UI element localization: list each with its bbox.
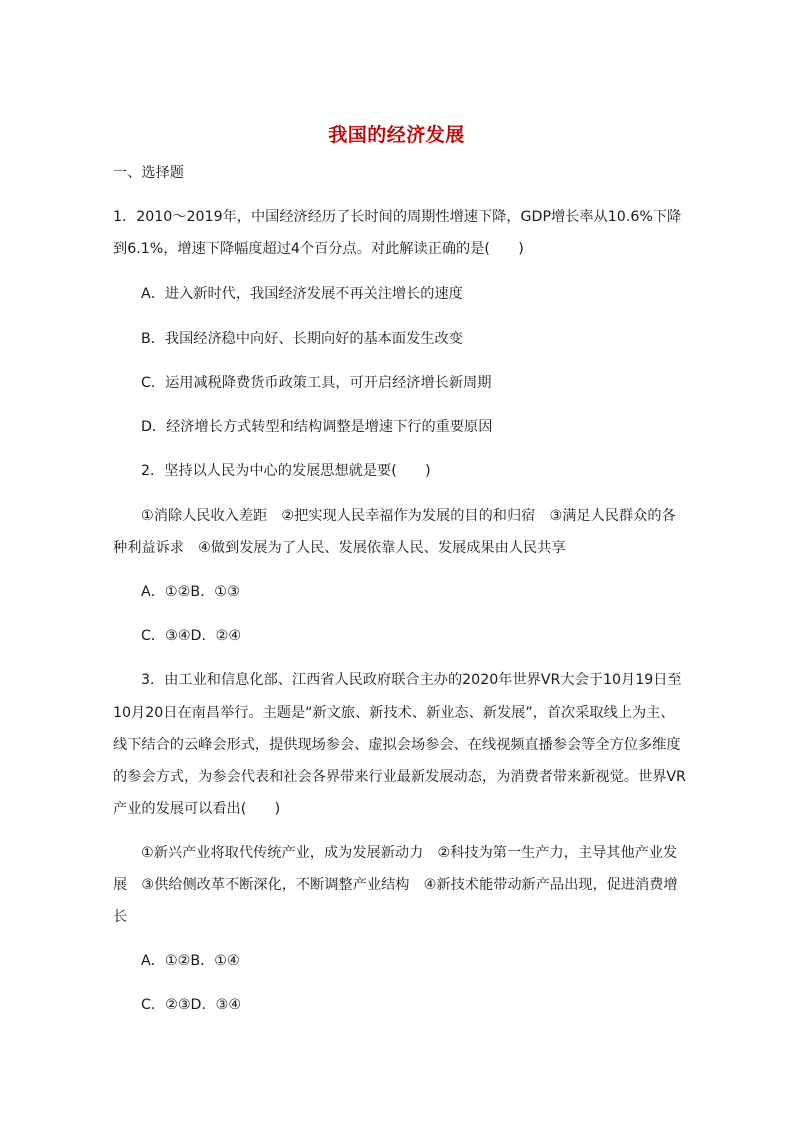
q3-items-line-1: ①新兴产业将取代传统产业，成为发展新动力 ②科技为第一生产力，主导其他产业发 xyxy=(141,845,678,861)
q3-stem-line-3: 线下结合的云峰会形式，提供现场参会、虚拟会场参会、在线视频直播参会等全方位多维度 xyxy=(113,737,681,753)
q2-options-ab: A．①②B．①③ xyxy=(141,584,240,600)
q1-option-c: C．运用减税降费货币政策工具，可开启经济增长新周期 xyxy=(141,375,492,391)
q1-option-a: A．进入新时代，我国经济发展不再关注增长的速度 xyxy=(141,286,463,302)
q2-items-line-2: 种利益诉求 ④做到发展为了人民、发展依靠人民、发展成果由人民共享 xyxy=(113,540,566,556)
q3-stem-line-4: 的参会方式，为参会代表和社会各界带来行业最新发展动态，为消费者带来新视觉。世界VR xyxy=(113,769,686,785)
q3-items-line-3: 长 xyxy=(113,909,128,925)
q1-option-d: D．经济增长方式转型和结构调整是增速下行的重要原因 xyxy=(141,419,493,435)
q3-options-cd: C．②③D．③④ xyxy=(141,997,242,1013)
q2-stem: 2．坚持以人民为中心的发展思想就是要( ) xyxy=(141,463,431,479)
q1-stem-line-1: 1．2010～2019年，中国经济经历了长时间的周期性增速下降，GDP增长率从10.6%下降 xyxy=(113,209,682,225)
q3-stem-line-5: 产业的发展可以看出( ) xyxy=(113,801,281,817)
q3-stem-line-1: 3．由工业和信息化部、江西省人民政府联合主办的2020年世界VR大会于10月19日至 xyxy=(141,672,682,688)
q2-options-cd: C．③④D．②④ xyxy=(141,628,242,644)
q2-items-line-1: ①消除人民收入差距 ②把实现人民幸福作为发展的目的和归宿 ③满足人民群众的各 xyxy=(141,508,676,524)
q3-stem-line-2: 10月20日在南昌举行。主题是“新文旅、新技术、新业态、新发展”，首次采取线上为主、 xyxy=(113,705,675,721)
q1-option-b: B．我国经济稳中向好、长期向好的基本面发生改变 xyxy=(141,331,463,347)
q3-options-ab: A．①②B．①④ xyxy=(141,953,240,969)
section-heading: 一、选择题 xyxy=(113,165,184,181)
q3-items-line-2: 展 ③供给侧改革不断深化，不断调整产业结构 ④新技术能带动新产品出现，促进消费增 xyxy=(113,877,678,893)
page-title: 我国的经济发展 xyxy=(328,124,465,146)
q1-stem-line-2: 到6.1%，增速下降幅度超过4个百分点。对此解读正确的是( ) xyxy=(113,241,524,257)
